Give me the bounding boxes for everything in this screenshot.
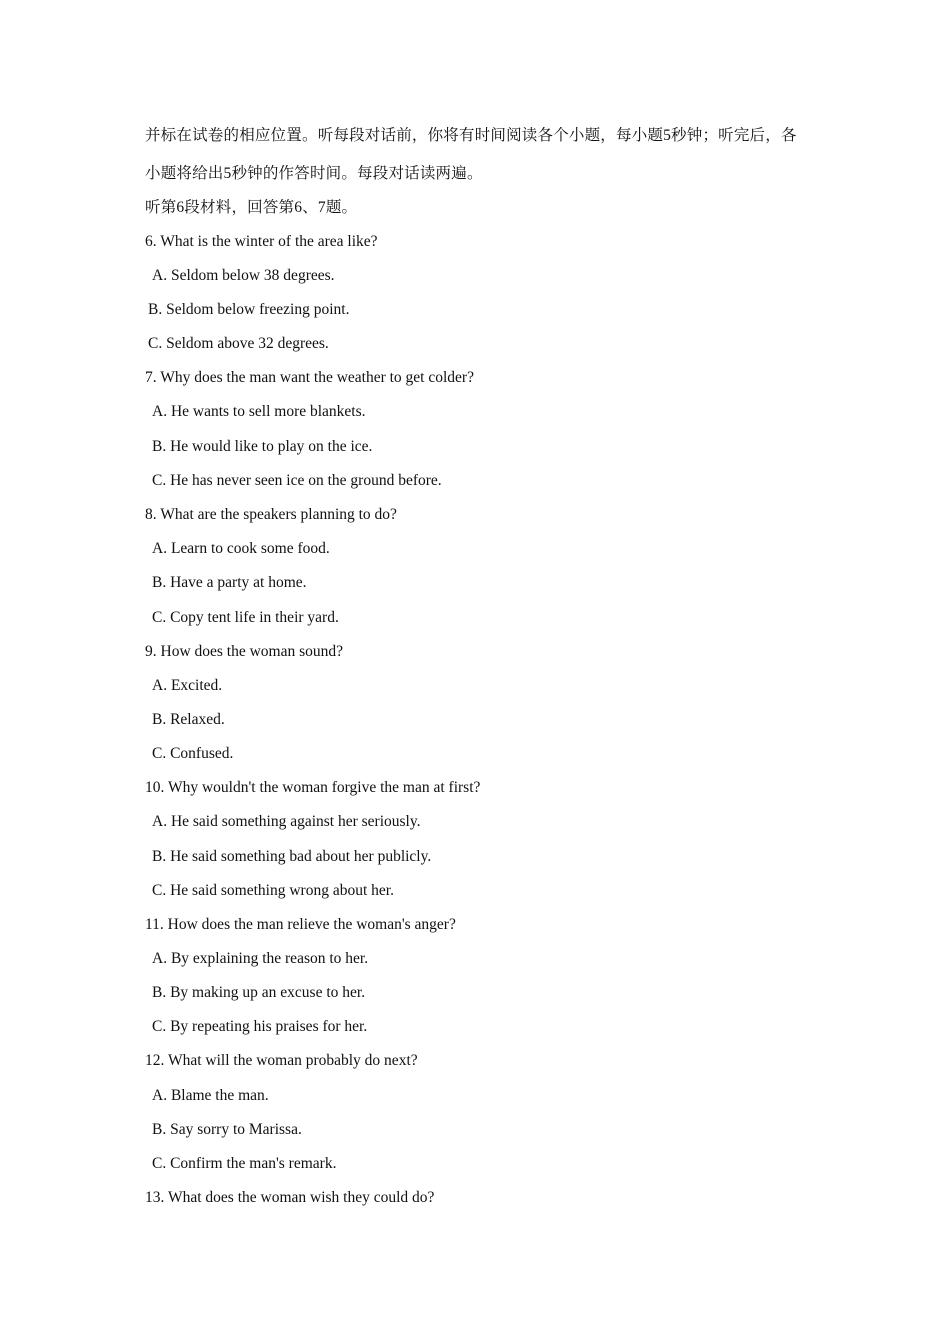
intro-line-2: 小题将给出5秒钟的作答时间。每段对话读两遍。 (145, 165, 483, 182)
option-8c: C. Copy tent life in their yard. (152, 609, 339, 626)
option-9c: C. Confused. (152, 745, 234, 762)
option-6c: C. Seldom above 32 degrees. (148, 335, 329, 352)
option-11c: C. By repeating his praises for her. (152, 1018, 368, 1035)
section-instruction: 听第6段材料，回答第6、7题。 (145, 199, 358, 216)
question-12: 12. What will the woman probably do next? (145, 1052, 418, 1069)
option-6b: B. Seldom below freezing point. (148, 301, 350, 318)
option-7a: A. He wants to sell more blankets. (152, 403, 366, 420)
option-12c: C. Confirm the man's remark. (152, 1155, 337, 1172)
option-7c: C. He has never seen ice on the ground before. (152, 472, 442, 489)
option-11b: B. By making up an excuse to her. (152, 984, 366, 1001)
option-12b: B. Say sorry to Marissa. (152, 1121, 302, 1138)
option-10b: B. He said something bad about her publicly. (152, 848, 432, 865)
option-7b: B. He would like to play on the ice. (152, 438, 373, 455)
option-10c: C. He said something wrong about her. (152, 882, 394, 899)
option-8a: A. Learn to cook some food. (152, 540, 330, 557)
question-11: 11. How does the man relieve the woman's anger? (145, 916, 456, 933)
option-6a: A. Seldom below 38 degrees. (152, 267, 335, 284)
question-6: 6. What is the winter of the area like? (145, 233, 378, 250)
option-11a: A. By explaining the reason to her. (152, 950, 369, 967)
intro-line-1: 并标在试卷的相应位置。听每段对话前，你将有时间阅读各个小题，每小题5秒钟；听完后，各 (145, 127, 797, 144)
question-9: 9. How does the woman sound? (145, 643, 344, 660)
option-10a: A. He said something against her seriously. (152, 813, 421, 830)
option-8b: B. Have a party at home. (152, 574, 307, 591)
question-13: 13. What does the woman wish they could do? (145, 1189, 435, 1206)
question-10: 10. Why wouldn't the woman forgive the man at first? (145, 779, 481, 796)
option-9a: A. Excited. (152, 677, 223, 694)
question-8: 8. What are the speakers planning to do? (145, 506, 397, 523)
option-12a: A. Blame the man. (152, 1087, 269, 1104)
option-9b: B. Relaxed. (152, 711, 225, 728)
question-7: 7. Why does the man want the weather to get colder? (145, 369, 474, 386)
